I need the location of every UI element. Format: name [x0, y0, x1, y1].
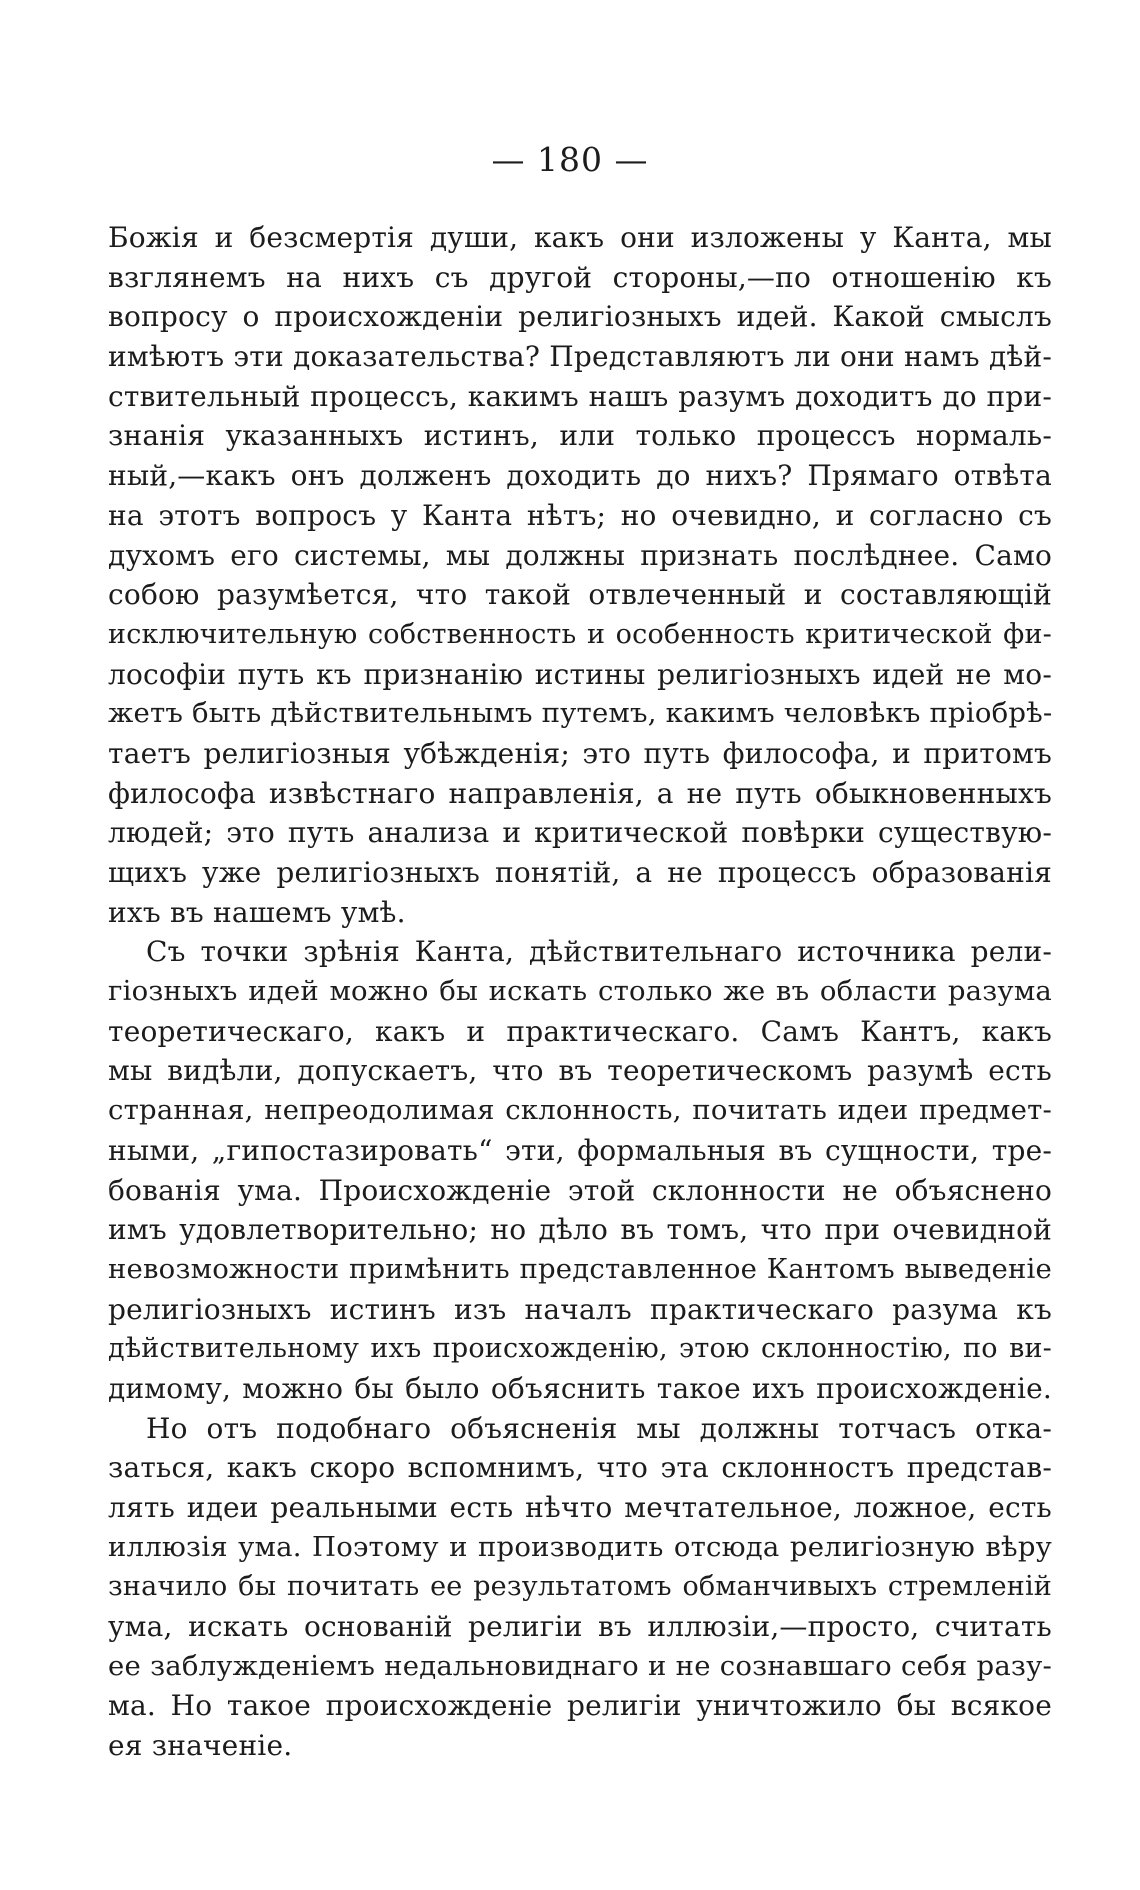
- text-line: ный,—какъ онъ долженъ доходить до нихъ? Прямаго отвѣта: [108, 459, 1052, 493]
- text-line: Съ точки зрѣнія Канта, дѣйствительнаго источника рели-: [146, 935, 1052, 969]
- text-line: ее заблужденіемъ недальновиднаго и не сознавшаго себя разу-: [108, 1649, 1052, 1682]
- text-line: теоретическаго, какъ и практическаго. Самъ Кантъ, какъ: [108, 1014, 1052, 1048]
- text-line: знанія указанныхъ истинъ, или только процессъ нормаль-: [108, 419, 1052, 453]
- text-line: Божія и безсмертія души, какъ они изложены у Канта, мы: [108, 221, 1052, 254]
- text-line: ствительный процессъ, какимъ нашъ разумъ доходитъ до при-: [108, 379, 1052, 413]
- text-line: лософіи путь къ признанію истины религіозныхъ идей не мо-: [108, 657, 1052, 691]
- text-line: ума, искать основаній религіи въ иллюзіи,—просто, считать: [108, 1610, 1052, 1644]
- text-line: взглянемъ на нихъ съ другой стороны,—по отношенію къ: [108, 260, 1052, 294]
- text-line: имъ удовлетворительно; но дѣло въ томъ, что при очевидной: [108, 1213, 1052, 1247]
- text-line: бованія ума. Происхожденіе этой склонности не объяснено: [108, 1173, 1052, 1207]
- page-number: — 180 —: [491, 140, 649, 179]
- text-line: Но отъ подобнаго объясненія мы должны тотчасъ отка-: [146, 1411, 1052, 1445]
- text-line: жетъ быть дѣйствительнымъ путемъ, какимъ человѣкъ пріобрѣ-: [108, 697, 1053, 730]
- text-line: религіозныхъ истинъ изъ началъ практическаго разума къ: [108, 1292, 1052, 1326]
- text-line: ными, „гипостазировать“ эти, формальныя въ сущности, тре-: [108, 1133, 1052, 1167]
- text-line: мы видѣли, допускаетъ, что въ теоретическомъ разумѣ есть: [108, 1054, 1052, 1088]
- text-line: таетъ религіозныя убѣжденія; это путь философа, и притомъ: [108, 736, 1052, 770]
- text-line: щихъ уже религіозныхъ понятій, а не процессъ образованія: [108, 856, 1052, 889]
- paragraph-1: [108, 218, 1052, 932]
- text-line: вопросу о происхожденіи религіозныхъ идей. Какой смыслъ: [108, 300, 1052, 334]
- text-line: имѣютъ эти доказательства? Представляютъ ли они намъ дѣй-: [108, 340, 1052, 374]
- text-line: ея значеніе.: [108, 1729, 293, 1763]
- text-line: ма. Но такое происхожденіе религіи уничтожило бы всякое: [108, 1689, 1052, 1723]
- text-line: невозможности примѣнить представленное Кантомъ выведеніе: [108, 1252, 1052, 1285]
- text-line: лять идеи реальными есть нѣчто мечтательное, ложное, есть: [108, 1491, 1052, 1524]
- text-line: исключительную собственность и особенность критической фи-: [108, 618, 1052, 650]
- text-line: духомъ его системы, мы должны признать послѣднее. Само: [108, 538, 1052, 572]
- text-line: на этотъ вопросъ у Канта нѣтъ; но очевидно, и согласно съ: [108, 498, 1052, 532]
- text-line: гіозныхъ идей можно бы искать столько же въ области разума: [108, 975, 1052, 1008]
- paragraph-3: [108, 1409, 1052, 1766]
- text-line: димому, можно бы было объяснить такое ихъ происхожденіе.: [108, 1371, 1052, 1405]
- text-line: дѣйствительному ихъ происхожденію, этою склонностію, по ви-: [108, 1333, 1052, 1365]
- text-line: людей; это путь анализа и критической повѣрки существую-: [108, 816, 1052, 850]
- text-line: иллюзія ума. Поэтому и производить отсюда религіозную вѣру: [108, 1530, 1052, 1563]
- text-line: философа извѣстнаго направленія, а не путь обыкновенныхъ: [108, 776, 1052, 810]
- text-line: собою разумѣется, что такой отвлеченный и составляющій: [108, 578, 1052, 612]
- text-line: странная, непреодолимая склонность, почитать идеи предмет-: [108, 1094, 1052, 1127]
- paragraph-2: [108, 932, 1052, 1408]
- text-line: ихъ въ нашемъ умѣ.: [108, 895, 406, 929]
- text-line: заться, какъ скоро вспомнимъ, что эта склонностъ представ-: [108, 1451, 1052, 1485]
- body-text: [108, 218, 1052, 1766]
- text-line: значило бы почитать ее результатомъ обманчивыхъ стремленій: [108, 1571, 1052, 1603]
